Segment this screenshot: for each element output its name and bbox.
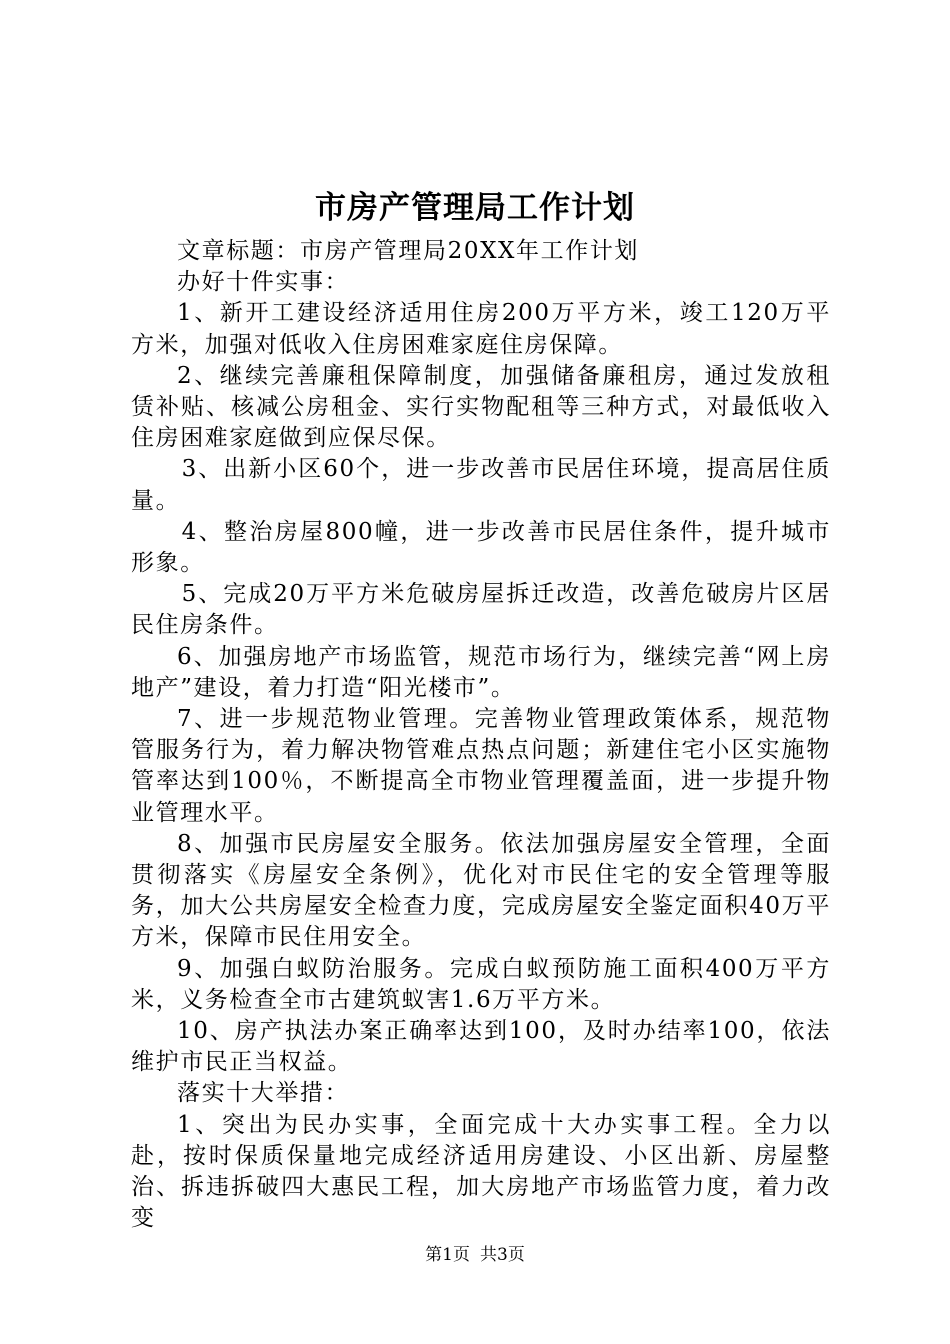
paragraph-item: 10、房产执法办案正确率达到100，及时办结率100，依法维护市民正当权益。 [131,1018,831,1076]
document-title: 市房产管理局工作计划 [315,190,635,226]
paragraph-item: 1、新开工建设经济适用住房200万平方米，竣工120万平方米，加强对低收入住房困难家庭住房保障。 [131,300,831,358]
paragraph-section-heading: 落实十大举措： [177,1080,350,1107]
paragraph-item: 3、出新小区60个，进一步改善市民居住环境，提高居住质量。 [131,456,831,514]
document-body [131,236,831,1235]
paragraph-item: 9、加强白蚁防治服务。完成白蚁预防施工面积400万平方米，义务检查全市古建筑蚁害1.6万平方米。 [131,955,831,1013]
page-number: 第1页 [425,1245,470,1265]
paragraph-item: 5、完成20万平方米危破房屋拆迁改造，改善危破房片区居民住房条件。 [131,581,831,639]
paragraph-item: 4、整治房屋800幢，进一步改善市民居住条件，提升城市形象。 [131,518,831,577]
page-total: 共3页 [480,1245,525,1265]
paragraph-item: 7、进一步规范物业管理。完善物业管理政策体系，规范物管服务行为，着力解决物管难点热点问题；新建住宅小区实施物管率达到100％，不断提高全市物业管理覆盖面，进一步提升物业管理水平。 [131,706,831,826]
paragraph-article-title: 文章标题：市房产管理局20XX年工作计划 [177,238,640,264]
paragraph-item: 1、突出为民办实事，全面完成十大办实事工程。全力以赴，按时保质保量地完成经济适用房建设、小区出新、房屋整治、拆违拆破四大惠民工程，加大房地产市场监管力度，着力改变 [131,1111,831,1232]
paragraph-item: 6、加强房地产市场监管，规范市场行为，继续完善“网上房地产”建设，着力打造“阳光楼市”。 [131,643,831,701]
paragraph-item: 8、加强市民房屋安全服务。依法加强房屋安全管理，全面贯彻落实《房屋安全条例》，优化对市民住宅的安全管理等服务，加大公共房屋安全检查力度，完成房屋安全鉴定面积40万平方米，保障市民住用安全。 [131,830,831,951]
paragraph-section-heading: 办好十件实事： [177,269,350,296]
page-footer [0,1244,950,1266]
paragraph-item: 2、继续完善廉租保障制度，加强储备廉租房，通过发放租赁补贴、核减公房租金、实行实物配租等三种方式，对最低收入住房困难家庭做到应保尽保。 [131,362,831,452]
